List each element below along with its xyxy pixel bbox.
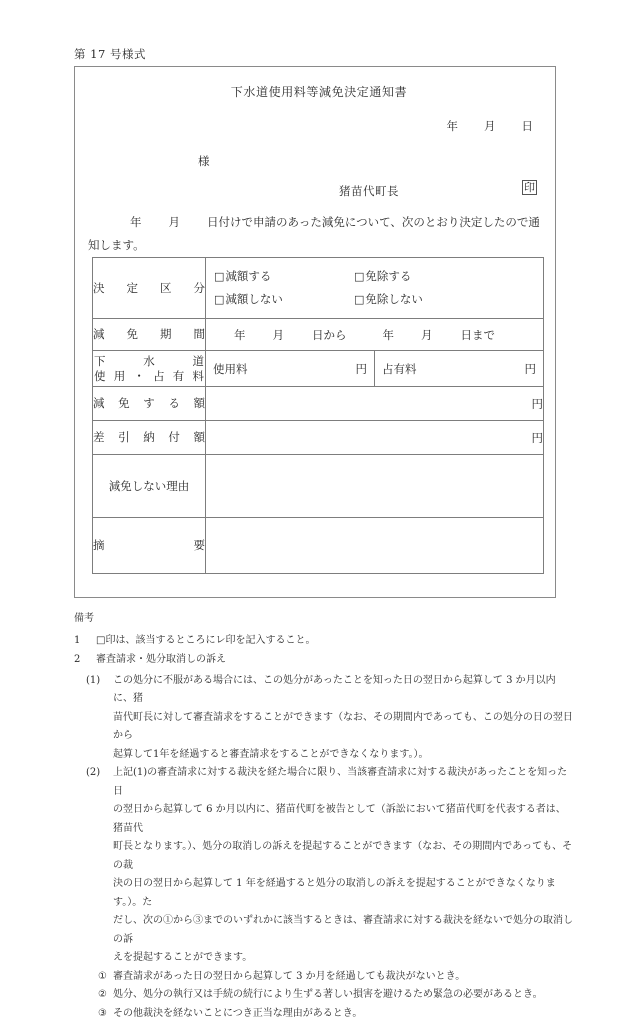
label-char: る (168, 396, 180, 411)
label-char: 用 (114, 369, 126, 384)
subitem-number: (1) (86, 672, 113, 765)
label-char: 免 (127, 327, 139, 342)
table-row-decision (93, 258, 544, 319)
addressee-suffix: 様 (198, 153, 210, 169)
note-circled-2 (74, 986, 574, 1005)
label-char: 料 (192, 369, 204, 384)
label-char: 使 (94, 369, 106, 384)
circled-text: 処分、処分の執行又は手続の続行により生ずる著しい損害を避けるため緊急の必要があるとき。 (113, 986, 574, 1005)
intro-text: 日付けで申請のあった減免について、次のとおり決定したので通 (207, 215, 540, 229)
label-char: 分 (194, 281, 206, 296)
row-label-payment-amount (93, 421, 206, 455)
table-row-summary (93, 518, 544, 574)
intro-text-2: 知します。 (88, 238, 145, 252)
label-char: 期 (160, 327, 172, 342)
checkbox-label: 減額する (225, 269, 271, 283)
label-char: 間 (194, 327, 206, 342)
table-row-period (93, 319, 544, 351)
occupancy-fee-cell[interactable] (375, 351, 544, 387)
seal-icon: 印 (522, 180, 537, 195)
note-subitem-2 (74, 764, 574, 968)
table-row-payment-amount (93, 421, 544, 455)
checkbox-icon[interactable]: □ (354, 293, 364, 306)
document-title: 下水道使用料等減免決定通知書 (75, 83, 557, 100)
notes-heading: 備考 (74, 610, 574, 629)
label-char: 摘 (93, 538, 105, 553)
period-to-year: 年 (383, 328, 395, 342)
usage-fee-cell[interactable] (206, 351, 375, 387)
label-char: 区 (160, 281, 172, 296)
period-value-cell[interactable] (206, 319, 544, 351)
label-char: 付 (168, 430, 180, 445)
label-char: 額 (194, 430, 206, 445)
reduction-amount-unit: 円 (532, 397, 544, 411)
label-char: 占 (153, 369, 165, 384)
period-to-month: 月 (421, 328, 433, 342)
note-text: 審査請求・処分取消しの訴え (96, 651, 574, 670)
note-number: 2 (74, 651, 96, 670)
issuer-name: 猪苗代町長 (339, 183, 399, 199)
table-row-reason (93, 455, 544, 518)
subitem-line: 苗代町長に対して審査請求をすることができます（なお、その期間内であっても、この処分の日の翌日から (113, 712, 573, 742)
intro-year: 年 (130, 215, 142, 229)
row-label-reduction-amount (93, 387, 206, 421)
usage-fee-label: 使用料 (213, 361, 248, 377)
occupancy-fee-label: 占有料 (382, 361, 417, 377)
checkbox-reduce[interactable] (214, 265, 354, 288)
note-circled-3 (74, 1005, 574, 1023)
circled-number: ① (98, 968, 113, 987)
period-from-month: 月 (273, 328, 285, 342)
checkbox-label: 免除しない (365, 292, 423, 306)
issue-date-year: 年 (447, 119, 459, 133)
label-char: 要 (194, 538, 206, 553)
payment-amount-cell[interactable] (206, 421, 544, 455)
usage-fee-unit: 円 (356, 361, 368, 377)
issue-date-day: 日 (522, 119, 534, 133)
decision-table (92, 257, 544, 574)
form-number: 第 17 号様式 (74, 46, 146, 62)
subitem-text (113, 672, 574, 765)
subitem-line: 町長となります。）、処分の取消しの訴えを提起することができます（なお、その期間内であっても、その裁 (113, 841, 572, 871)
label-char: 差 (93, 430, 105, 445)
label-char: す (143, 396, 155, 411)
checkbox-icon[interactable]: □ (214, 270, 224, 283)
subitem-line: 起算して1年を経過すると審査請求をすることができなくなります。）。 (113, 749, 429, 760)
table-row-reduction-amount (93, 387, 544, 421)
label-char: 減 (93, 396, 105, 411)
notice-frame (74, 66, 556, 598)
row-label-summary (93, 518, 206, 574)
label-char: 額 (194, 396, 206, 411)
row-label-period (93, 319, 206, 351)
circled-number: ③ (98, 1005, 113, 1023)
label-char: 免 (118, 396, 130, 411)
subitem-line: の翌日から起算して 6 か月以内に、猪苗代町を被告として（訴訟において猪苗代町を代表する者は、猪苗代 (113, 804, 566, 834)
subitem-line: だし、次の①から③までのいずれかに該当するときは、審査請求に対する裁決を経ないで処分の取消しの訴 (113, 915, 573, 945)
subitem-line: この処分に不服がある場合には、この処分があったことを知った日の翌日から起算して 3 か月以内に、猪 (113, 675, 556, 705)
issue-date-line (447, 118, 534, 134)
label-char: 納 (143, 430, 155, 445)
payment-amount-unit: 円 (532, 431, 544, 445)
label-char: 減 (93, 327, 105, 342)
subitem-text (113, 764, 574, 968)
row-label-decision (93, 258, 206, 319)
note-circled-1 (74, 968, 574, 987)
note-item-1 (74, 632, 574, 651)
circled-text: 審査請求があった日の翌日から起算して 3 か月を経過しても裁決がないとき。 (113, 968, 574, 987)
intro-month: 月 (169, 215, 181, 229)
row-label-fees (93, 351, 206, 387)
period-from-day: 日から (312, 328, 347, 342)
label-char: ・ (133, 369, 145, 384)
label-char: 定 (127, 281, 139, 296)
note-text: □印は、該当するところにレ印を記入すること。 (96, 632, 574, 651)
reduction-amount-cell[interactable] (206, 387, 544, 421)
issue-date-month: 月 (484, 119, 496, 133)
occupancy-fee-unit: 円 (525, 361, 537, 377)
circled-text: その他裁決を経ないことにつき正当な理由があるとき。 (113, 1005, 574, 1023)
label-char: 下 (94, 354, 106, 369)
checkbox-icon[interactable]: □ (214, 293, 224, 306)
label-char: 決 (93, 281, 105, 296)
subitem-line: 決の日の翌日から起算して 1 年を経過すると処分の取消しの訴えを提起することができなくなります。）。た (113, 878, 556, 908)
checkbox-not-exempt[interactable] (354, 288, 494, 311)
decision-options-cell (206, 258, 544, 319)
notes-section (74, 610, 574, 1023)
note-item-2 (74, 651, 574, 670)
notes-sublist (74, 672, 574, 1023)
note-subitem-1 (74, 672, 574, 765)
label-char: 道 (193, 354, 205, 369)
period-to-day: 日まで (461, 328, 496, 342)
label-char: 水 (143, 354, 155, 369)
period-from-year: 年 (234, 328, 246, 342)
subitem-number: (2) (86, 764, 113, 968)
checkbox-exempt[interactable] (354, 265, 494, 288)
note-number: 1 (74, 632, 96, 651)
subitem-line: えを提起することができます。 (113, 952, 252, 963)
checkbox-not-reduce[interactable] (214, 288, 354, 311)
reason-value-cell[interactable] (206, 455, 544, 518)
subitem-line: 上記(1)の審査請求に対する裁決を経た場合に限り、当該審査請求に対する裁決があったことを知った日 (113, 767, 567, 797)
summary-value-cell[interactable] (206, 518, 544, 574)
table-row-fees (93, 351, 544, 387)
intro-paragraph (88, 211, 546, 257)
checkbox-label: 免除する (365, 269, 411, 283)
checkbox-label: 減額しない (225, 292, 283, 306)
checkbox-icon[interactable]: □ (354, 270, 364, 283)
label-char: 有 (173, 369, 185, 384)
row-label-reason: 減免しない理由 (93, 455, 206, 518)
label-char: 引 (118, 430, 130, 445)
circled-number: ② (98, 986, 113, 1005)
